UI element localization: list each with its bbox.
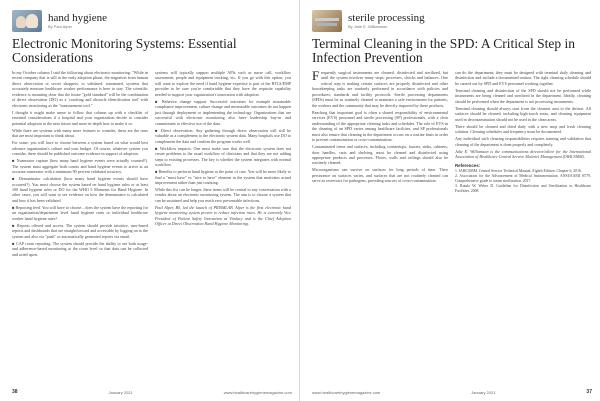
paragraph: ■ Behavior change support. Successful outcomes for example sustainable compliance improvement, culture change and measurable outcomes do not happen just through deployment or implementing the technology. Organizations that are successful with electronic monitoring also have leadership buy-in and commitment to effective use of the data. (155, 98, 291, 126)
paragraph: ■ Workflow impacts. One must make sure that the electronic system does not create problems to the usual workflow of clinicians and that they are not adding steps to existing processes. The key is whether the system integrates with normal workflow. (155, 145, 291, 168)
author-bio: Paul Alper, BS, led the launch of PRISMLAB. Alper is the first electronic hand hygiene monitoring system proven to reduce infection rates. He is currently Vice President of Patient Safety Innovation at Vitalacy and is the Chief Adoption Officer at Direct Observation Hand Hygiene Monitoring. (155, 204, 291, 227)
column-2 (155, 70, 291, 259)
paragraph: In my October column I said the following about electronic monitoring: "While in recent company that is still in the early adoption phase, the migration from human direct observation or secret shoppers, to validated, automated, systems that accurately measure healthcare worker performance is here to stay. The scientific evidence is mounting clear that the future "gold standard" will be the combination of direct observation (DO) as a 'coaching and obstacle identification tool' with electronic monitoring as the "measurement tool." (12, 70, 148, 108)
byline: By Julie E. Williamson (348, 23, 388, 29)
page-footer (312, 389, 592, 395)
paragraph: Any individual with cleaning responsibilities requires training and validation that cleaning of the department is done properly and completely. (455, 136, 591, 147)
paragraph: can do the department; they must be designed with terminal daily cleaning and disinfection and include a documented routine. The right cleaning schedule should be carried out by SPD and EVS personnel working together. (455, 70, 591, 86)
right-page (300, 0, 600, 401)
article-body (12, 70, 292, 259)
section-name: sterile processing (348, 11, 425, 24)
article-title: Electronic Monitoring Systems: Essential Considerations (12, 36, 237, 65)
page-number: 38 (12, 389, 18, 395)
paragraph: There should be cleaned and dried daily with a new mop and fresh cleaning solution. Cleaning schedules and frequency must be documented. (455, 123, 591, 135)
paragraph: ■ Direct observation. Any gathering through direct observation will still be valuable as a complement to the electronic system data. Many hospitals use DO to complement the data and confirm the program works well. (155, 127, 291, 144)
section-header-text (348, 13, 425, 30)
paragraph: For some, you will have to choose between a system based on what would best advance organization's culture and your budget. Of course, whatever system you consider, there should be published outcome evidence in support of adoption. (12, 140, 148, 157)
article-body (312, 70, 592, 194)
paragraph: Frequently surgical instruments are cleaned, disinfected and sterilized, but until the system involves many steps, processes, checks and balances. One critical step is making certain surfaces are properly disinfected and other housekeeping tasks are routinely performed in accordance with policies and procedures, standards and facility protocols. Sterile processing departments (SPDs) must be as routinely cleaned to maintain a safe environment for patients, the workers and the community that may be directly impacted by these products. (312, 68, 448, 108)
paragraph: systems will typically support multiple APIs such as nurse call, workflow assessment, people and equipment tracking, etc. If you go with this option, you will want to explore the need if hand hygiene expertise is part of the RTLS/EMP provider to be sure you're comfortable that they have the requisite capability needed to support your organization's innovation with adoption. (155, 70, 291, 97)
paragraph: Reaching that important goal is often a shared responsibility of environmental services (EVS) personnel and sterile processing (SP) professionals, with a clear understanding of the appropriate cleaning tasks and schedules. The role of EVS in the cleaning of an SPD varies among healthcare facilities, and SP professionals must also ensure that cleaning in the department occurs on a routine basis in order to prevent contamination or cross-contamination. (312, 109, 448, 143)
paragraph: Terminal cleaning should always start from the cleanest area to the dirtiest. All surfaces should be cleaned, including high-touch areas, and cleaning equipment used in decontamination should not be used in the clean areas. (455, 105, 591, 122)
column-1 (312, 70, 448, 194)
section-header (312, 8, 425, 34)
paragraph: I thought it might make sense to follow that column up with a checklist of essential considerations if a hospital and your organization decide to consider potential adoption in the near future and more in-depth how to make it so. (12, 109, 148, 126)
paragraph: Terminal cleaning and disinfection of the SPD should not be performed while instruments are being cleaned and sterilized in the department. Ideally, cleaning should be performed when the department is not processing instruments. (455, 87, 591, 104)
section-header-image (12, 10, 42, 32)
issue-date: January 2021 (108, 389, 133, 395)
references-heading: References: (455, 162, 481, 168)
reference-item: 3. Rutala W, Weber D. Guideline for Disinfection and Sterilization in Healthcare Facilities, 2008. (455, 184, 591, 194)
reference-item: 2. Association for the Advancement of Medical Instrumentation. ANSI/AAMI ST79. Comprehensive guide to steam sterilization, 2017. (455, 174, 591, 184)
paragraph: ■ CAP room reporting. The system should provide the ability to see both usage- and adherence-based monitoring at the room level so that data can be collected and acted upon. (12, 240, 148, 257)
paragraph: Contaminated items and surfaces, including countertops, faucets, sinks, cabinets, door handles, carts and shelving, must be cleaned and disinfected using appropriate products and processes. Floors, walls and ceilings should also be routinely cleaned. (312, 144, 448, 166)
paragraph: ■ Reporting feed. You will have to choose – does the system have the reporting for an organization/department level hand hygiene rates or individual healthcare worker hand hygiene rates? (12, 204, 148, 221)
section-header-image (312, 10, 342, 32)
paragraph: Microorganisms can survive on surfaces for long periods of time. Their persistence on surfaces varies, and surfaces that are not routinely cleaned can serve as reservoirs for pathogens, providing sources of cross-contamination. (312, 167, 448, 184)
website-link[interactable]: www.healthcarehygienemagazine.com (312, 389, 381, 395)
paragraph: ■ Benefits to perform hand hygiene at the point of care. You will be more likely to find a "must have" vs "nice to have" element in the system that motivates actual improvement rather than just counting. (155, 169, 291, 185)
website-link[interactable]: www.healthcarehygienemagazine.com (223, 389, 292, 395)
paragraph: ■ Denominator calculation (how many hand hygiene events should have occurred?). You must choose the system based on hand hygiene rules or at least 100 hand hygiene rules or DO for the WHO 5 Moments for Hand Hygiene. In other cases, you will want to see evidence on how the denominator is calculated and how it has been validated. (12, 176, 148, 203)
drop-cap: F (312, 68, 320, 83)
column-1 (12, 70, 148, 259)
page-number: 37 (586, 389, 592, 395)
issue-date: January 2021 (471, 389, 496, 395)
author-bio: Julie E. Williamson is the communications director/editor for the International Association of Healthcare Central Service Materiel Management (IAHCSMM). (455, 148, 591, 160)
paragraph: While this list can be longer, these items will be central to any conversation with a vendor about an electronic monitoring system. The aim is to choose a system that can be sustained and help you reach zero preventable infections. (155, 187, 291, 203)
article-title: Terminal Cleaning in the SPD: A Critical Step in Infection Prevention (312, 36, 576, 65)
page-footer (12, 389, 292, 395)
byline: By Paul Alper (48, 23, 73, 29)
reference-item: 1. IAHCSMM. Central Service Technical Manual, Eighth Edition. Chapter 6, 2016. (455, 169, 582, 174)
paragraph: ■ Reports offered and access. The system should provide intuitive, user-based reports and dashboards that are straightforward and accessible by logging on to the system and also via "push" or automatically generated reports via email. (12, 222, 148, 239)
column-2 (455, 70, 591, 194)
section-header-text (48, 13, 107, 30)
paragraph: While there are systems with many more features to consider, these are the ones that are most important to think about. (12, 127, 148, 139)
section-header (12, 8, 107, 34)
section-name: hand hygiene (48, 11, 107, 24)
paragraph: ■ Numerator capture (how many hand hygiene events were actually counted?). The system must aggregate both counts and hand hygiene events to arrive at an accurate numerator with a minimum 90 percent validated accuracy. (12, 158, 148, 175)
